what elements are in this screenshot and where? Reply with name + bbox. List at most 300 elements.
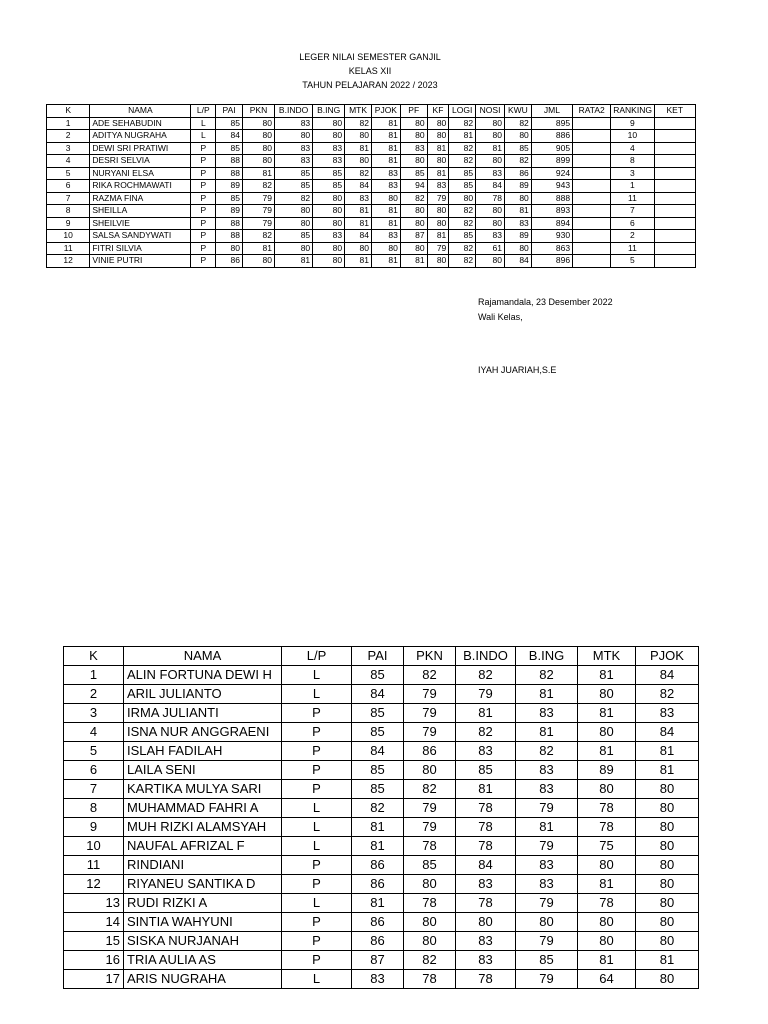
table-cell: 82	[449, 242, 476, 255]
table-cell: 85	[449, 230, 476, 243]
table-cell: P	[191, 142, 216, 155]
table-row	[64, 856, 699, 875]
table-cell	[573, 205, 611, 218]
table-cell: 80	[400, 155, 427, 168]
table-cell: 15	[64, 932, 124, 951]
table-cell: 4	[47, 155, 90, 168]
table-cell	[573, 130, 611, 143]
table-row	[64, 799, 699, 818]
table-cell: 79	[404, 685, 456, 704]
table-cell: 80	[371, 242, 400, 255]
table-cell: 81	[516, 818, 578, 837]
table-cell: 79	[243, 192, 275, 205]
table-cell: MUH RIZKI ALAMSYAH	[124, 818, 282, 837]
table-header-row	[47, 105, 696, 118]
table-cell: 80	[345, 130, 372, 143]
table-cell: 930	[531, 230, 572, 243]
table-cell: P	[282, 913, 352, 932]
table-cell: 80	[427, 117, 449, 130]
table-cell: P	[191, 155, 216, 168]
table-cell: 84	[636, 723, 699, 742]
table-row	[47, 155, 696, 168]
table-cell: 80	[427, 130, 449, 143]
table-cell: L	[282, 799, 352, 818]
table-cell	[654, 255, 695, 268]
table-cell: 81	[476, 142, 505, 155]
table-cell: 83	[516, 780, 578, 799]
table-cell: 886	[531, 130, 572, 143]
table-cell: 80	[404, 761, 456, 780]
column-header: KF	[427, 105, 449, 118]
table-header-row	[64, 647, 699, 666]
table-cell: 80	[636, 780, 699, 799]
table-cell: 80	[476, 217, 505, 230]
table-cell: 83	[345, 192, 372, 205]
table-cell: 80	[636, 856, 699, 875]
table-cell: 61	[476, 242, 505, 255]
table-cell: 80	[274, 217, 312, 230]
table-cell: 78	[476, 192, 505, 205]
table-cell: 82	[504, 117, 531, 130]
table-cell: 85	[313, 180, 345, 193]
table-cell: 83	[371, 167, 400, 180]
table-cell: 82	[404, 666, 456, 685]
column-header: B.INDO	[456, 647, 516, 666]
table-cell: 80	[476, 255, 505, 268]
table-cell: 78	[404, 970, 456, 989]
table-cell: 78	[456, 894, 516, 913]
table-cell: 89	[578, 761, 636, 780]
table-cell: 17	[64, 970, 124, 989]
table-cell: 84	[352, 685, 404, 704]
table-cell: NAUFAL AFRIZAL F	[124, 837, 282, 856]
table-cell	[654, 142, 695, 155]
table-cell: 80	[427, 217, 449, 230]
grades-table-1	[46, 104, 696, 268]
column-header: PAI	[216, 105, 243, 118]
table-cell: 79	[404, 723, 456, 742]
table-cell: 81	[352, 818, 404, 837]
table-row	[64, 913, 699, 932]
table-cell: L	[282, 666, 352, 685]
table-cell: 83	[313, 155, 345, 168]
table-cell: 84	[636, 666, 699, 685]
table-cell: 84	[476, 180, 505, 193]
table-cell: 64	[578, 970, 636, 989]
table-cell: 899	[531, 155, 572, 168]
table-cell: 80	[427, 255, 449, 268]
table-cell: 10	[47, 230, 90, 243]
table-cell: 80	[345, 242, 372, 255]
table-cell: 8	[47, 205, 90, 218]
table-cell: 80	[274, 242, 312, 255]
table-cell: 83	[400, 142, 427, 155]
table-row	[47, 242, 696, 255]
table-cell: 81	[456, 780, 516, 799]
table-cell: 2	[47, 130, 90, 143]
table-cell: 79	[516, 970, 578, 989]
table-cell: 1	[611, 180, 654, 193]
table-row	[64, 875, 699, 894]
table-cell: RAZMA FINA	[90, 192, 191, 205]
table-cell: 85	[404, 856, 456, 875]
table-cell: 85	[449, 167, 476, 180]
table-cell	[654, 130, 695, 143]
table-cell: 85	[274, 167, 312, 180]
column-header: RANKING	[611, 105, 654, 118]
table-cell: 83	[456, 742, 516, 761]
table-cell: 82	[449, 117, 476, 130]
table-cell: P	[282, 780, 352, 799]
table-cell: 82	[516, 742, 578, 761]
column-header: PKN	[404, 647, 456, 666]
table-cell: 80	[504, 242, 531, 255]
table-cell: 80	[636, 837, 699, 856]
signature-role: Wali Kelas,	[478, 312, 523, 322]
table-cell: 5	[611, 255, 654, 268]
table-row	[64, 666, 699, 685]
table-cell: 3	[64, 704, 124, 723]
table-cell: 80	[400, 130, 427, 143]
table-cell: 81	[243, 167, 275, 180]
table-cell: NURYANI ELSA	[90, 167, 191, 180]
column-header: PAI	[352, 647, 404, 666]
table-cell: 83	[313, 230, 345, 243]
table-cell: 80	[345, 155, 372, 168]
table-cell: 11	[611, 242, 654, 255]
grades-table-2	[63, 646, 699, 989]
document-title: LEGER NILAI SEMESTER GANJIL	[299, 52, 441, 62]
table-cell: 2	[64, 685, 124, 704]
table-cell: 79	[456, 685, 516, 704]
table-cell: 85	[504, 142, 531, 155]
table-cell: 81	[371, 217, 400, 230]
table-cell: ALIN FORTUNA DEWI H	[124, 666, 282, 685]
table-cell: FITRI SILVIA	[90, 242, 191, 255]
table-cell: 12	[47, 255, 90, 268]
table-cell: 9	[47, 217, 90, 230]
table-cell: IRMA JULIANTI	[124, 704, 282, 723]
table-cell	[654, 167, 695, 180]
table-cell: 85	[313, 167, 345, 180]
table-cell: SALSA SANDYWATI	[90, 230, 191, 243]
table-cell: 89	[216, 180, 243, 193]
table-cell	[573, 180, 611, 193]
table-cell: 78	[404, 894, 456, 913]
table-cell: 86	[216, 255, 243, 268]
table-cell: 80	[476, 205, 505, 218]
table-cell: 82	[243, 180, 275, 193]
column-header: LOGI	[449, 105, 476, 118]
column-header: B.ING	[516, 647, 578, 666]
table-cell: 81	[456, 704, 516, 723]
table-cell	[654, 155, 695, 168]
column-header: MTK	[345, 105, 372, 118]
table-cell: 78	[404, 837, 456, 856]
table-cell: P	[191, 217, 216, 230]
table-cell: 78	[578, 818, 636, 837]
table-cell: 80	[504, 130, 531, 143]
table-cell: 7	[64, 780, 124, 799]
table-cell: 86	[352, 856, 404, 875]
table-cell: 4	[64, 723, 124, 742]
table-cell: 89	[216, 205, 243, 218]
table-cell	[654, 192, 695, 205]
table-cell: 80	[476, 130, 505, 143]
column-header: B.ING	[313, 105, 345, 118]
table-cell: 85	[352, 780, 404, 799]
table-row	[47, 130, 696, 143]
column-header: B.INDO	[274, 105, 312, 118]
table-cell: 80	[578, 685, 636, 704]
table-cell: 80	[476, 117, 505, 130]
table-cell: 81	[345, 217, 372, 230]
table-cell: 83	[427, 180, 449, 193]
table-cell: 85	[352, 666, 404, 685]
table-row	[47, 180, 696, 193]
table-cell: RIYANEU SANTIKA D	[124, 875, 282, 894]
table-cell: 924	[531, 167, 572, 180]
table-cell: ADE SEHABUDIN	[90, 117, 191, 130]
table-cell: 81	[427, 142, 449, 155]
table-row	[64, 723, 699, 742]
table-cell: 80	[636, 875, 699, 894]
table-cell: 80	[243, 142, 275, 155]
table-cell: 82	[456, 723, 516, 742]
table-cell: 85	[449, 180, 476, 193]
table-cell: 85	[400, 167, 427, 180]
table-cell: 87	[352, 951, 404, 970]
table-cell: 894	[531, 217, 572, 230]
table-cell: 82	[449, 217, 476, 230]
table-cell: 80	[243, 255, 275, 268]
table-cell: 11	[64, 856, 124, 875]
table-row	[64, 837, 699, 856]
table-cell: 943	[531, 180, 572, 193]
table-cell: 16	[64, 951, 124, 970]
table-cell: 84	[352, 742, 404, 761]
table-cell: 83	[516, 704, 578, 723]
table-cell: 3	[611, 167, 654, 180]
table-cell: 1	[64, 666, 124, 685]
table-cell: 12	[64, 875, 124, 894]
table-cell: 81	[578, 742, 636, 761]
table-cell: 83	[516, 875, 578, 894]
table-cell: P	[191, 205, 216, 218]
table-cell: 88	[216, 217, 243, 230]
table-cell	[573, 255, 611, 268]
table-cell: 83	[636, 704, 699, 723]
table-cell: 80	[400, 217, 427, 230]
table-cell: 82	[516, 666, 578, 685]
table-cell: 85	[352, 761, 404, 780]
table-cell: 4	[611, 142, 654, 155]
column-header: PJOK	[371, 105, 400, 118]
table-cell: 81	[352, 894, 404, 913]
table-row	[64, 818, 699, 837]
table-cell	[573, 217, 611, 230]
table-cell: ARIS NUGRAHA	[124, 970, 282, 989]
table-cell: ARIL JULIANTO	[124, 685, 282, 704]
column-header: PJOK	[636, 647, 699, 666]
table-cell: 10	[64, 837, 124, 856]
table-cell: 863	[531, 242, 572, 255]
table-cell: 81	[274, 255, 312, 268]
table-cell: 80	[313, 117, 345, 130]
table-cell: 80	[427, 155, 449, 168]
table-cell: 86	[352, 913, 404, 932]
table-cell	[654, 230, 695, 243]
table-cell: 83	[274, 117, 312, 130]
table-cell: 83	[476, 167, 505, 180]
table-cell: 85	[352, 704, 404, 723]
table-cell	[654, 217, 695, 230]
table-cell: 79	[243, 217, 275, 230]
table-cell: 80	[313, 205, 345, 218]
table-cell: P	[191, 167, 216, 180]
table-cell: 80	[404, 913, 456, 932]
table-cell: 6	[611, 217, 654, 230]
column-header: L/P	[282, 647, 352, 666]
table-cell: 85	[456, 761, 516, 780]
table-cell: L	[282, 837, 352, 856]
table-cell: 81	[578, 951, 636, 970]
document-title-block	[0, 50, 740, 92]
table-cell: 88	[216, 230, 243, 243]
table-cell	[573, 142, 611, 155]
table-cell: 81	[345, 205, 372, 218]
table-cell: 80	[371, 192, 400, 205]
table-cell: 84	[216, 130, 243, 143]
table-cell: P	[191, 192, 216, 205]
table-cell: 83	[274, 155, 312, 168]
table-cell: 83	[516, 761, 578, 780]
table-cell: 85	[216, 192, 243, 205]
table-cell: 82	[345, 117, 372, 130]
table-cell	[573, 117, 611, 130]
table-cell: 82	[449, 205, 476, 218]
table-cell	[573, 242, 611, 255]
table-cell: 896	[531, 255, 572, 268]
table-cell: 82	[636, 685, 699, 704]
table-cell: 88	[216, 167, 243, 180]
table-cell: 80	[636, 913, 699, 932]
table-cell: 6	[64, 761, 124, 780]
table-cell: 79	[516, 932, 578, 951]
table-cell: 895	[531, 117, 572, 130]
column-header: KET	[654, 105, 695, 118]
table-cell: 80	[636, 970, 699, 989]
table-cell: 82	[400, 192, 427, 205]
table-cell	[573, 167, 611, 180]
table-cell: 80	[504, 192, 531, 205]
table-cell: 8	[64, 799, 124, 818]
table-cell: VINIE PUTRI	[90, 255, 191, 268]
table-row	[64, 761, 699, 780]
table-row	[64, 742, 699, 761]
table-cell: 81	[427, 230, 449, 243]
table-row	[47, 167, 696, 180]
table-row	[47, 192, 696, 205]
table-cell: 80	[404, 932, 456, 951]
table-cell: 84	[345, 230, 372, 243]
table-row	[64, 704, 699, 723]
table-cell: 7	[47, 192, 90, 205]
table-cell: ADITYA NUGRAHA	[90, 130, 191, 143]
column-header: L/P	[191, 105, 216, 118]
table-cell: 81	[578, 666, 636, 685]
table-cell: SISKA NURJANAH	[124, 932, 282, 951]
table-cell: RIKA ROCHMAWATI	[90, 180, 191, 193]
table-cell: 2	[611, 230, 654, 243]
table-cell: 80	[578, 723, 636, 742]
table-cell: 79	[427, 192, 449, 205]
table-cell: P	[191, 180, 216, 193]
table-cell: 80	[578, 913, 636, 932]
table-cell: ISLAH FADILAH	[124, 742, 282, 761]
table-cell: 10	[611, 130, 654, 143]
table-cell: P	[282, 856, 352, 875]
table-cell: 83	[352, 970, 404, 989]
table-cell: 9	[611, 117, 654, 130]
table-cell: P	[282, 951, 352, 970]
table-cell: 80	[274, 130, 312, 143]
table-cell	[573, 192, 611, 205]
table-cell: 83	[313, 142, 345, 155]
column-header: KWU	[504, 105, 531, 118]
table-cell: 86	[404, 742, 456, 761]
table-cell: 80	[404, 875, 456, 894]
table-cell: 80	[578, 780, 636, 799]
table-cell: KARTIKA MULYA SARI	[124, 780, 282, 799]
table-cell: 84	[345, 180, 372, 193]
table-cell: 5	[47, 167, 90, 180]
table-cell: 1	[47, 117, 90, 130]
table-cell: RUDI RIZKI A	[124, 894, 282, 913]
table-cell: 80	[400, 242, 427, 255]
table-cell: 13	[64, 894, 124, 913]
table-cell: 83	[476, 230, 505, 243]
table-cell: 11	[47, 242, 90, 255]
table-cell: 82	[243, 230, 275, 243]
table-cell: 888	[531, 192, 572, 205]
table-cell: TRIA AULIA AS	[124, 951, 282, 970]
signature-place-date: Rajamandala, 23 Desember 2022	[478, 297, 613, 307]
table-cell: 82	[404, 780, 456, 799]
table-cell: 82	[404, 951, 456, 970]
table-cell: L	[191, 117, 216, 130]
table-cell: 85	[274, 180, 312, 193]
table-row	[64, 932, 699, 951]
table-cell: 81	[371, 117, 400, 130]
table-cell: 81	[516, 723, 578, 742]
table-cell: P	[282, 704, 352, 723]
table-cell: 80	[243, 155, 275, 168]
table-cell: 80	[636, 818, 699, 837]
column-header: JML	[531, 105, 572, 118]
table-cell: 80	[427, 205, 449, 218]
table-cell: P	[282, 761, 352, 780]
table-cell: 89	[504, 180, 531, 193]
table-cell: 893	[531, 205, 572, 218]
table-cell: 81	[345, 255, 372, 268]
table-cell: 85	[516, 951, 578, 970]
table-cell: 83	[371, 180, 400, 193]
table-cell: 80	[456, 913, 516, 932]
column-header: K	[47, 105, 90, 118]
column-header: NAMA	[90, 105, 191, 118]
table-cell: 3	[47, 142, 90, 155]
